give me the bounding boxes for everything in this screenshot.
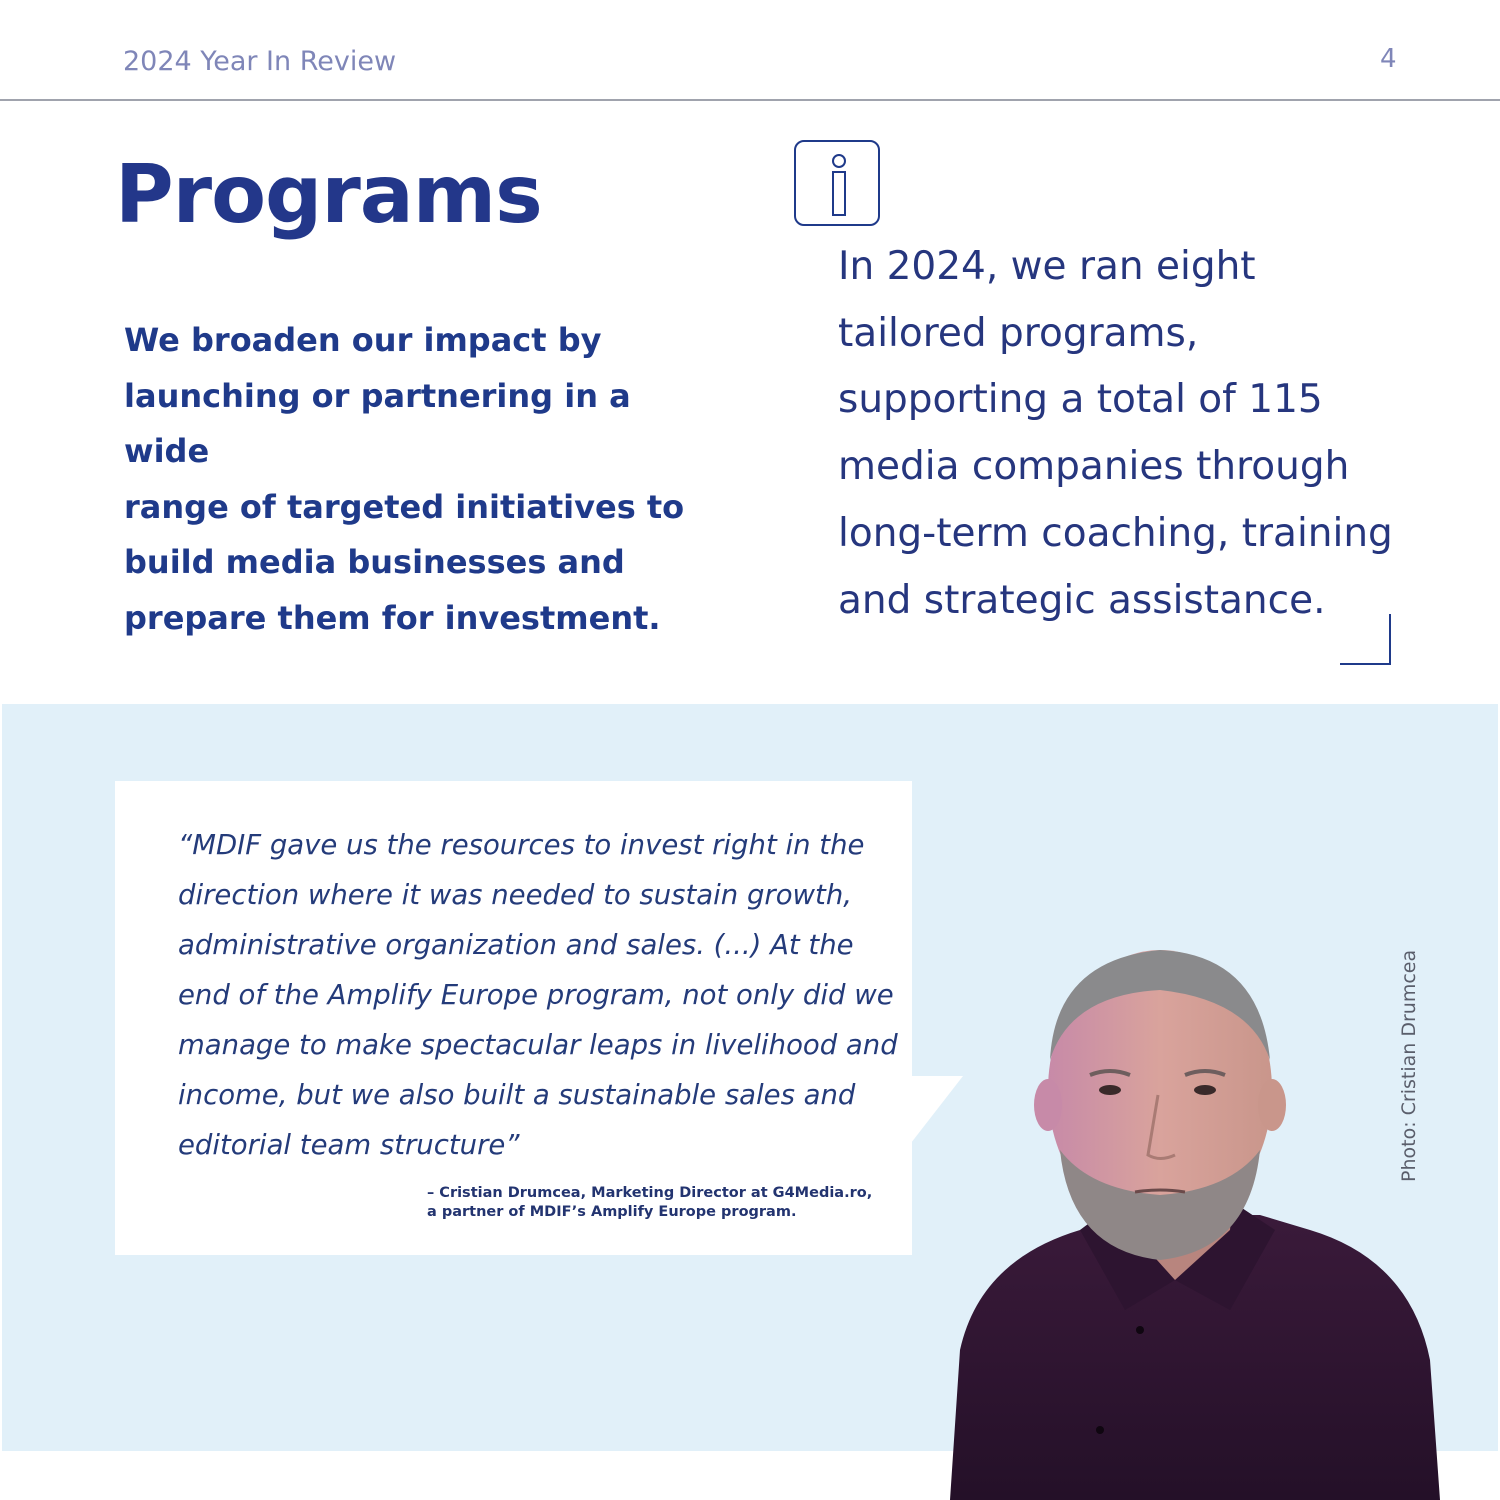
page-title: Programs: [115, 148, 542, 241]
page-number: 4: [1380, 44, 1397, 74]
stat-line: tailored programs,: [838, 310, 1199, 356]
info-icon: [794, 140, 880, 226]
quote-line: editorial team structure”: [178, 1129, 520, 1161]
stat-line: supporting a total of 115: [838, 377, 1323, 423]
intro-line: range of targeted initiatives to: [124, 487, 685, 526]
quote-line: direction where it was needed to sustain growth,: [178, 879, 852, 911]
quote-attribution: [427, 1184, 897, 1222]
stat-line: media companies through: [838, 444, 1350, 490]
quote-line: administrative organization and sales. (...) At the: [178, 929, 854, 961]
intro-line: We broaden our impact by: [124, 321, 602, 359]
quote-line: income, but we also built a sustainable sales and: [178, 1079, 856, 1111]
photo-credit: Photo: Cristian Drumcea: [1398, 949, 1420, 1182]
quote-line: “MDIF gave us the resources to invest right in the: [178, 829, 865, 861]
document-header-title: 2024 Year In Review: [123, 46, 397, 77]
program-stats-callout: [838, 234, 1398, 634]
intro-line: build media businesses and: [124, 543, 625, 581]
header-divider: [0, 99, 1500, 101]
stat-line: In 2024, we ran eight: [838, 244, 1256, 289]
attribution-line: – Cristian Drumcea, Marketing Director at G4Media.ro,: [427, 1185, 873, 1201]
quote-line: end of the Amplify Europe program, not only did we: [178, 979, 894, 1011]
testimonial-quote: [178, 820, 898, 1170]
quote-line: manage to make spectacular leaps in livelihood and: [178, 1029, 898, 1061]
stat-line: and strategic assistance.: [838, 577, 1326, 623]
intro-line: launching or partnering in a wide: [124, 376, 631, 470]
stat-line: long-term coaching, training: [838, 510, 1393, 556]
portrait-photo: [930, 930, 1450, 1500]
attribution-line: a partner of MDIF’s Amplify Europe program.: [427, 1204, 797, 1220]
intro-paragraph: [124, 313, 724, 646]
intro-line: prepare them for investment.: [124, 598, 661, 637]
callout-corner-mark: [1340, 614, 1391, 665]
